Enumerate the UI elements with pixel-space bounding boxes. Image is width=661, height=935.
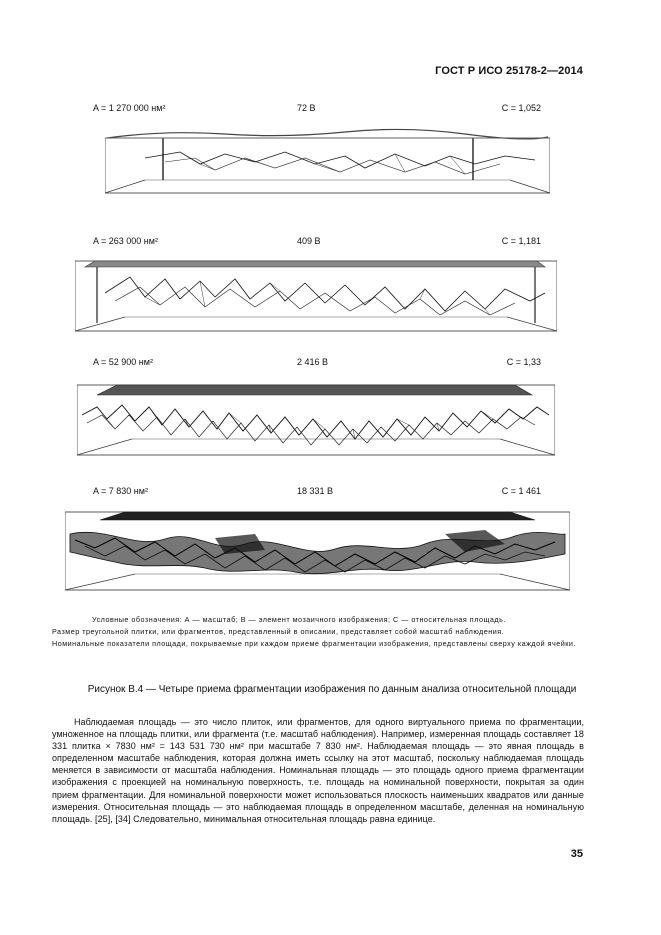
panel-2-area-label: A = 263 000 нм² [93,236,158,246]
fragmentation-panel-2 [75,253,557,333]
figure-legend [52,614,612,650]
panel-2-tiles-label: 409 В [297,236,321,246]
panel-4-tiles-label: 18 331 В [297,486,334,496]
panel-4-area-label: A = 7 830 нм² [93,486,148,496]
fragmentation-panel-3 [77,375,555,460]
legend-line-2: Размер треугольной плитки, или фрагментов, представленный в описании, представляет собой масштаб наблюдения. [52,627,505,636]
fragmentation-panel-4 [65,504,570,592]
panel-1-tiles-label: 72 В [297,103,316,113]
panel-1-area-label: A = 1 270 000 нм² [93,103,166,113]
panel-3-relative-label: C = 1,33 [506,357,541,367]
legend-line-1: Условные обозначения: А — масштаб; В — элемент мозаичного изображения; С — относительная площадь. [92,615,506,624]
panel-2-relative-label: C = 1,181 [501,236,541,246]
panel-3-tiles-label: 2 416 В [297,357,329,367]
panel-4-relative-label: C = 1 461 [501,486,541,496]
panel-1-relative-label: C = 1,052 [501,103,541,113]
fragmentation-panel-1 [105,128,550,200]
panel-3-area-label: A = 52 900 нм² [93,357,153,367]
body-paragraph [52,716,584,825]
legend-line-3: Номинальные показатели площади, покрываемые при каждом приеме фрагментации изображения, представлены сверху каждой ячейки. [52,639,576,648]
body-paragraph-text: Наблюдаемая площадь — это число плиток, или фрагментов, для одного виртуального приема по фрагментации, умноженное на площадь плитки, или фрагмента (т.е. масштаб наблюдения). Например, измеренная площадь составляет 18 331 плитка × 7830 нм² = 143 531 730 нм² при масштабе 7 830 нм². Наблюдаемая площадь — это явная площадь в определенном масштабе наблюдения, которая должна иметь ссылку на этот масштаб, поскольку наблюдаемая площадь меняется в зависимости от масштаба наблюдения. Номинальная площадь — это площадь одного приема фрагментации изображения с проекцией на номинальную поверхность, т.е. площадь на номинальной поверхности, покрытая за один прием фрагментации. Для номинальной поверхности может использоваться плоскость наименьших квадратов или данные измерения. Относительная площадь — это наблюдаемая площадь в определенном масштабе, деленная на номинальную площадь. [25], [34] Следовательно, минимальная относительная площадь равна единице. [52,717,584,824]
standard-header: ГОСТ Р ИСО 25178-2—2014 [435,65,583,77]
page-number: 35 [570,848,583,860]
figure-caption: Рисунок В.4 — Четыре приема фрагментации изображения по данным анализа относительной площади [87,684,577,695]
